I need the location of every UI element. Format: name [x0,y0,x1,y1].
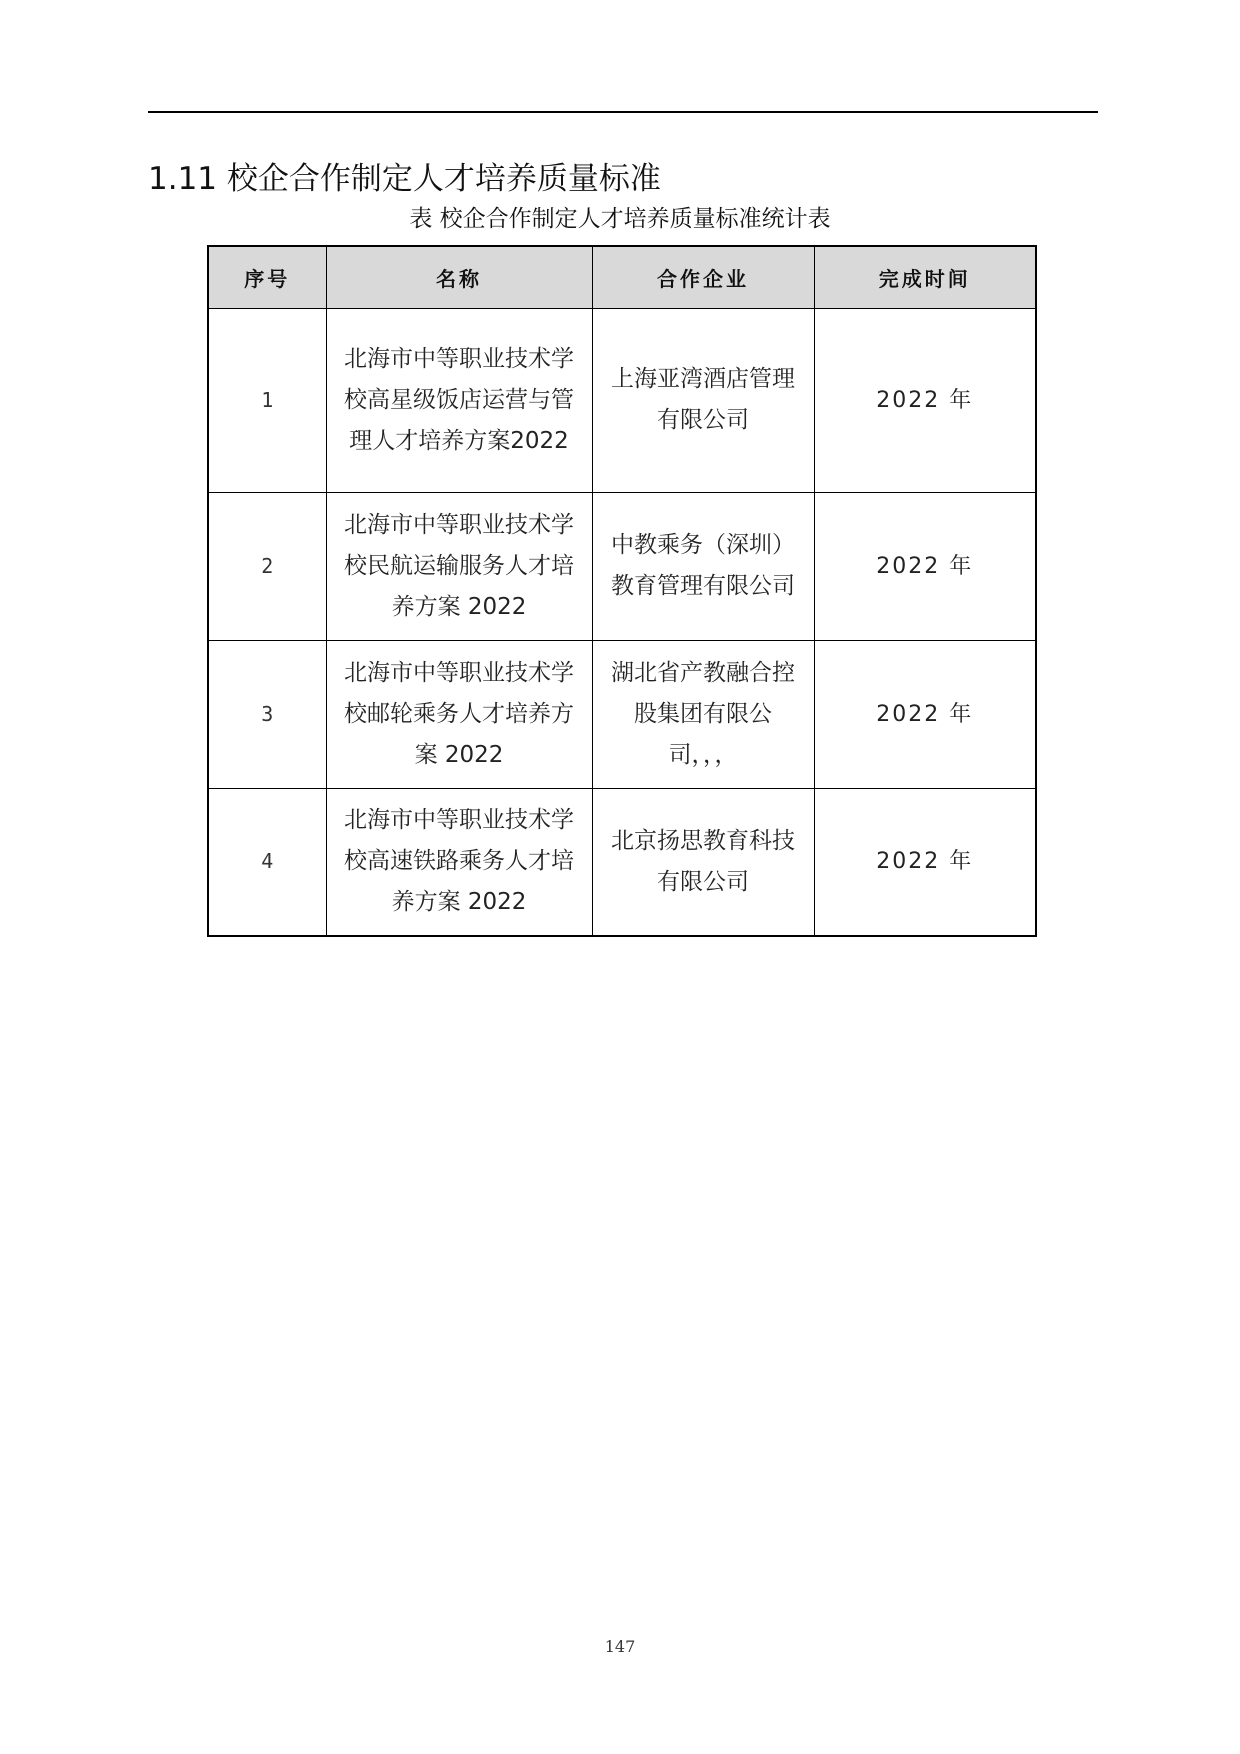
cell-serial-number: 2 [208,492,326,640]
cell-partner-company: 上海亚湾酒店管理有限公司 [592,308,814,492]
header-rule [148,111,1098,113]
cell-completion-time: 2022 年 [814,640,1036,788]
cell-completion-time: 2022 年 [814,308,1036,492]
cell-partner-company: 中教乘务（深圳）教育管理有限公司 [592,492,814,640]
cell-name: 北海市中等职业技术学校高速铁路乘务人才培养方案 2022 [326,788,592,936]
table-row [208,308,1036,492]
header-serial-number: 序号 [208,246,326,308]
table-row [208,492,1036,640]
cell-name: 北海市中等职业技术学校民航运输服务人才培养方案 2022 [326,492,592,640]
cell-serial-number: 4 [208,788,326,936]
cell-name: 北海市中等职业技术学校邮轮乘务人才培养方案 2022 [326,640,592,788]
section-title: 1.11 校企合作制定人才培养质量标准 [148,161,661,197]
cell-completion-time: 2022 年 [814,492,1036,640]
table-row [208,788,1036,936]
cell-partner-company: 湖北省产教融合控股集团有限公司，，， [592,640,814,788]
page-number: 147 [604,1637,636,1656]
table-row [208,640,1036,788]
cell-completion-time: 2022 年 [814,788,1036,936]
table-header-row [208,246,1036,308]
cell-serial-number: 3 [208,640,326,788]
cell-serial-number: 1 [208,308,326,492]
cell-name: 北海市中等职业技术学校高星级饭店运营与管理人才培养方案2022 [326,308,592,492]
table-caption: 表 校企合作制定人才培养质量标准统计表 [409,206,831,232]
standards-table [207,245,1037,937]
header-partner-company: 合作企业 [592,246,814,308]
header-completion-time: 完成时间 [814,246,1036,308]
cell-partner-company: 北京扬思教育科技有限公司 [592,788,814,936]
header-name: 名称 [326,246,592,308]
